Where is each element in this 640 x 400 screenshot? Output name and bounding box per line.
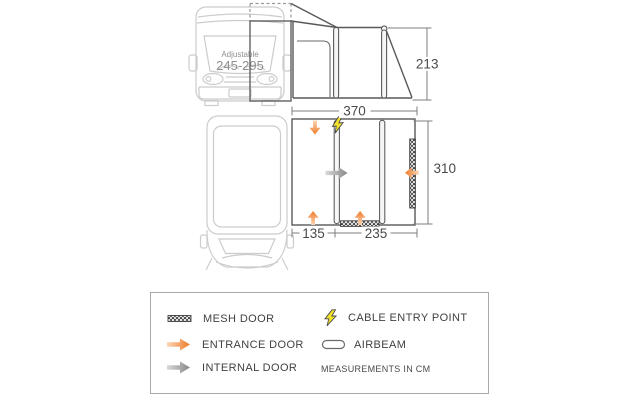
van-adjustable-label: Adjustable [221, 50, 259, 59]
side-view-airbeam-2 [382, 30, 387, 98]
entrance-door-icon [167, 338, 191, 351]
dim-main-section: 235 [364, 225, 388, 241]
cable-entry-point-icon [324, 309, 337, 327]
legend-label-mesh-door: MESH DOOR [203, 312, 275, 325]
airbeam-icon [321, 339, 346, 350]
legend-label-entrance-door: ENTRANCE DOOR [202, 338, 304, 351]
dim-plan-depth: 310 [433, 160, 457, 176]
legend-label-airbeam: AIRBEAM [354, 338, 407, 351]
van-top-mirror-right [287, 235, 294, 248]
internal-door-icon [167, 361, 191, 374]
legend-row-airbeam [321, 336, 406, 353]
awning-plan-view [292, 116, 419, 226]
legend-row-internal-door [167, 359, 297, 376]
awning-side-view [291, 4, 412, 99]
van-top-mirror-left [201, 235, 208, 248]
mesh-door-icon [167, 314, 192, 323]
dim-plan-width: 370 [343, 103, 366, 119]
plan-airbeam-2 [380, 120, 385, 223]
dim-front-section: 135 [302, 225, 325, 241]
legend-box [150, 292, 489, 394]
legend-row-cable-entry [324, 309, 467, 326]
side-view-door-outline [297, 41, 330, 97]
side-view-airbeam-1 [334, 28, 339, 99]
van-top-view [201, 116, 294, 270]
legend-label-cable-entry: CABLE ENTRY POINT [348, 311, 468, 324]
legend-row-entrance-door [167, 336, 304, 353]
legend-row-mesh-door [167, 310, 274, 327]
dim-side-height: 213 [415, 56, 439, 72]
legend-label-internal-door: INTERNAL DOOR [202, 361, 298, 374]
legend-row-measurements-note [321, 360, 430, 377]
legend-measurements-note: MEASUREMENTS IN CM [321, 363, 431, 374]
van-adjustable-range: 245-295 [216, 58, 264, 73]
